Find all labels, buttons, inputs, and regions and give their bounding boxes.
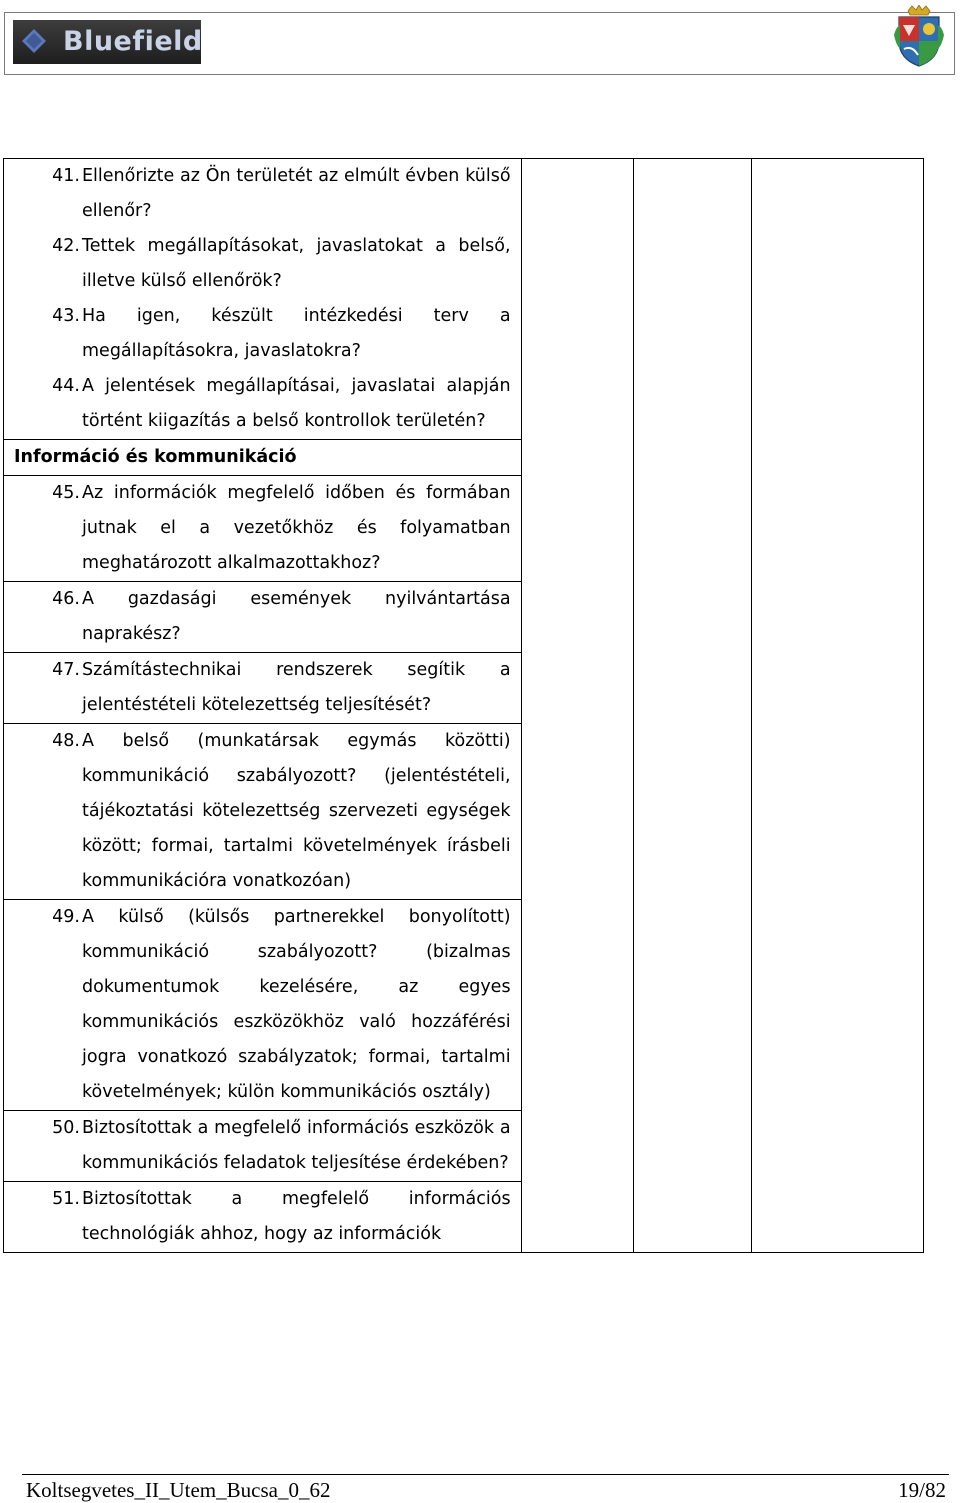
question-text: A külső (külsős partnerekkel bonyolított) kommunikáció szabályozott? (bizalmas dokumentumok kezelésére, az egyes kommunikációs eszközökhöz való hozzáférési jogra vonatkozó szabályzatok; formai, tartalmi követelmények; külön kommunikációs osztály) xyxy=(82,907,511,1102)
coat-of-arms-icon xyxy=(894,5,944,67)
question-44 xyxy=(4,369,521,439)
question-text: Ellenőrizte az Ön területét az elmúlt évben külső ellenőr? xyxy=(82,166,511,221)
answer-cell-1 xyxy=(521,159,633,1253)
bluefield-logo xyxy=(13,20,201,64)
question-number: 42. xyxy=(52,236,80,256)
question-text: Biztosítottak a megfelelő információs eszközök a kommunikációs feladatok teljesítése érdekében? xyxy=(82,1118,511,1173)
diamond-icon xyxy=(22,29,46,53)
footer-document-name: Koltsegvetes_II_Utem_Bucsa_0_62 xyxy=(26,1478,331,1502)
question-41 xyxy=(4,159,521,229)
answer-cell-2 xyxy=(633,159,751,1253)
question-number: 47. xyxy=(52,660,80,680)
question-51 xyxy=(4,1181,521,1252)
question-text: A jelentések megállapításai, javaslatai alapján történt kiigazítás a belső kontrollok területén? xyxy=(82,376,511,431)
question-text: A gazdasági események nyilvántartása naprakész? xyxy=(82,589,511,644)
question-45 xyxy=(4,475,521,581)
question-text: Ha igen, készült intézkedési terv a megállapításokra, javaslatokra? xyxy=(82,306,511,361)
question-47 xyxy=(4,652,521,723)
question-number: 44. xyxy=(52,376,80,396)
question-number: 45. xyxy=(52,483,80,503)
question-46 xyxy=(4,581,521,652)
question-cell xyxy=(4,159,522,1253)
question-number: 50. xyxy=(52,1118,80,1138)
question-number: 41. xyxy=(52,166,80,186)
answer-cell-3 xyxy=(751,159,923,1253)
question-number: 51. xyxy=(52,1189,80,1209)
question-50 xyxy=(4,1110,521,1181)
question-number: 46. xyxy=(52,589,80,609)
question-49 xyxy=(4,899,521,1110)
question-number: 48. xyxy=(52,731,80,751)
question-text: Számítástechnikai rendszerek segítik a jelentéstételi kötelezettség teljesítését? xyxy=(82,660,511,715)
question-number: 43. xyxy=(52,306,80,326)
questionnaire-table xyxy=(3,158,924,1253)
question-42 xyxy=(4,229,521,299)
footer-divider xyxy=(22,1474,949,1475)
logo-text: Bluefield xyxy=(63,26,203,57)
question-text: Az információk megfelelő időben és formában jutnak el a vezetőkhöz és folyamatban meghatározott alkalmazottakhoz? xyxy=(82,483,511,573)
question-text: Biztosítottak a megfelelő információs technológiák ahhoz, hogy az információk xyxy=(82,1189,511,1244)
question-text: A belső (munkatársak egymás közötti) kommunikáció szabályozott? (jelentéstételi, tájékoztatási kötelezettség szervezeti egységek között; formai, tartalmi követelmények írásbeli kommunikációra vonatkozóan) xyxy=(82,731,511,891)
question-43 xyxy=(4,299,521,369)
question-48 xyxy=(4,723,521,899)
question-number: 49. xyxy=(52,907,80,927)
footer-page-number: 19/82 xyxy=(898,1478,946,1502)
question-text: Tettek megállapításokat, javaslatokat a belső, illetve külső ellenőrök? xyxy=(82,236,511,291)
section-title: Információ és kommunikáció xyxy=(4,439,521,475)
